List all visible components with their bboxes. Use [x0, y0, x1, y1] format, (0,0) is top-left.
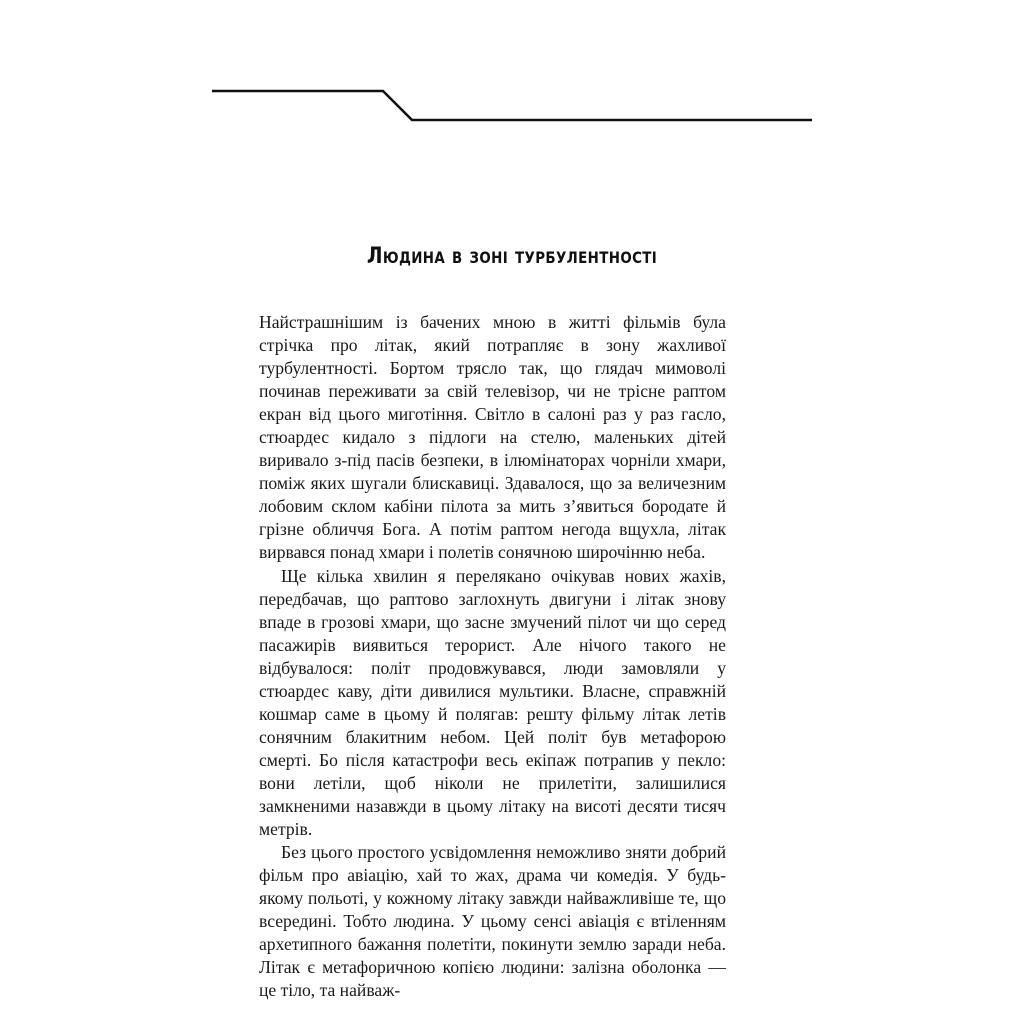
- stepped-rule-icon: [0, 0, 1024, 200]
- header-ornament: [0, 0, 1024, 200]
- stepped-rule-path: [212, 91, 812, 120]
- page-title: Людина в зоні турбулентності: [366, 243, 658, 270]
- body-paragraph-2: Ще кілька хвилин я перелякано очікував нових жахів, передбачав, що раптово заглохнуть двигуни і літак знову впаде в грозові хмари, що засне змучений пілот чи що серед пасажирів виявиться терорист. Але нічого такого не відбувалося: політ продовжувався, люди замовляли у стюардес каву, діти дивилися мультики. Власне, справжній кошмар саме в цьому й полягав: решту фільму літак летів сонячним блакитним небом. Цей політ був метафорою смерті. Бо після катастрофи весь екіпаж потрапив у пекло: вони летіли, щоб ніколи не прилетіти, залишилися замкненими назавжди в цьому літаку на висоті десяти тисяч метрів.: [259, 565, 726, 840]
- body-text-column: [259, 311, 726, 1002]
- body-paragraph-3: Без цього простого усвідомлення неможливо зняти добрий фільм про авіацію, хай то жах, драма чи комедія. У будь-якому польоті, у кожному літаку завжди найважливіше те, що всередині. Тобто людина. У цьому сенсі авіація є втіленням архетипного бажання полетіти, покинути землю заради неба. Літак є метафоричною копією людини: залізна оболонка — це тіло, та найваж-: [259, 842, 726, 1001]
- body-paragraph-1: Найстрашнішим із бачених мною в житті фільмів була стрічка про літак, який потрапляє в зону жахливої турбулентності. Бортом трясло так, що глядач мимоволі починав переживати за свій телевізор, чи не трісне раптом екран від цього миготіння. Світло в салоні раз у раз гасло, стюардес кидало з підлоги на стелю, маленьких дітей виривало з-під пасів безпеки, в ілюмінаторах чорніли хмари, поміж яких шугали блискавиці. Здавалося, що за величезним лобовим склом кабіни пілота за мить з’явиться бородате й грізне обличчя Бога. А потім раптом негода вщухла, літак вирвався понад хмари і полетів сонячною широчінню неба.: [259, 312, 726, 563]
